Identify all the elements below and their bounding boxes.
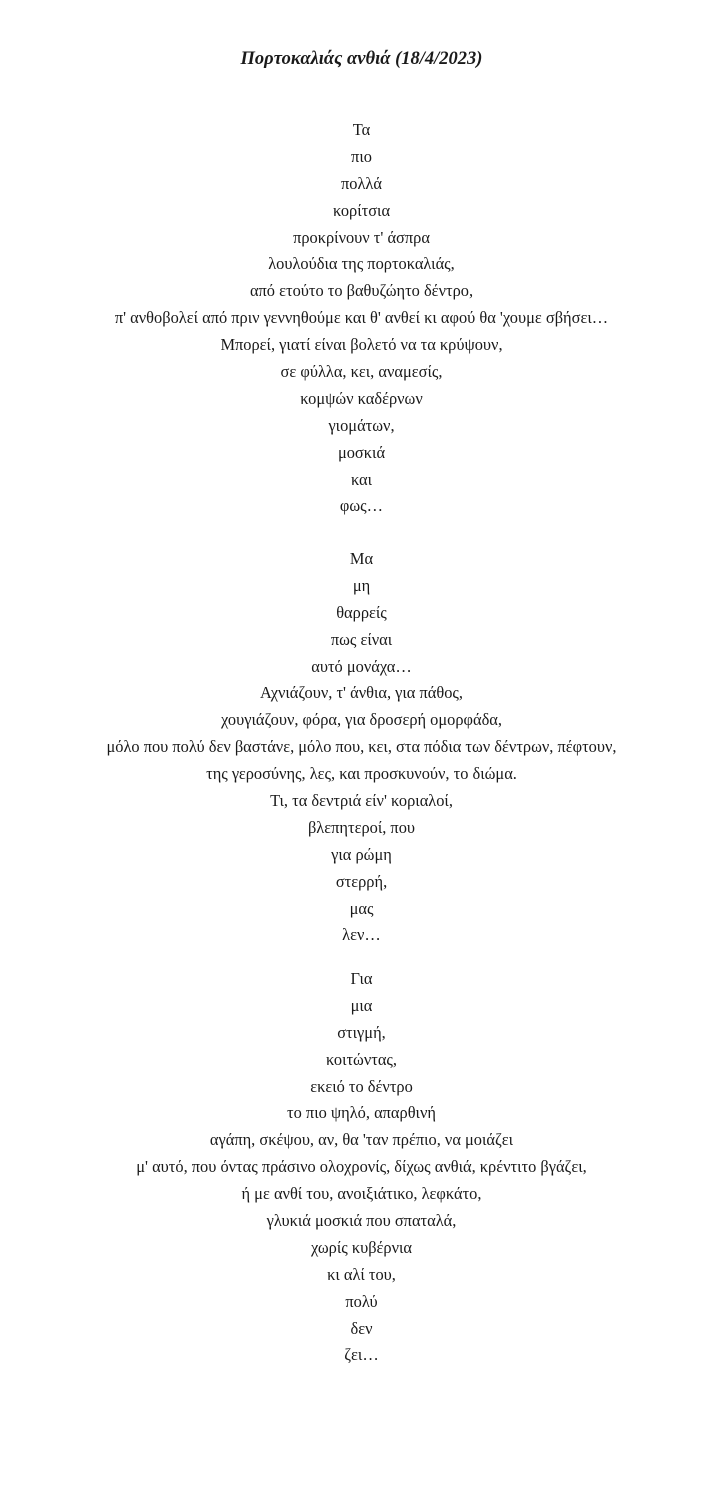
poem-line: σε φύλλα, κει, αναμεσίς, (280, 362, 443, 382)
poem-line: γλυκιά μοσκιά που σπαταλά, (266, 1211, 457, 1231)
poem-line: πιο (351, 146, 372, 166)
poem-line: για ρώμη (331, 844, 392, 864)
poem-line: βλεπητεροί, που (307, 817, 416, 837)
poem-line: λεν… (342, 925, 381, 945)
poem-line: λουλούδια της πορτοκαλιάς, (268, 254, 455, 274)
poem-line: στιγμή, (337, 1022, 386, 1042)
poem-line: κορίτσια (332, 200, 391, 220)
poem-line: ή με ανθί του, ανοιξιάτικο, λεφκάτο, (241, 1184, 482, 1204)
poem-line: Αχνιάζουν, τ' άνθια, για πάθος, (259, 683, 463, 703)
poem-line: κι αλί του, (327, 1264, 396, 1284)
poem-line: κομψών καδέρνων (300, 388, 423, 408)
poem-line: Τα (352, 120, 371, 139)
poem-line: προκρίνουν τ' άσπρα (293, 227, 430, 247)
poem-line: μη (352, 575, 371, 595)
poem-line: π' ανθοβολεί από πριν γεννηθούμε και θ' ανθεί κι αφού θα 'χουμε σβήσει… (114, 308, 609, 328)
poem-line: πως είναι (330, 629, 393, 649)
poem-line: μ' αυτό, που όντας πράσινο ολοχρονίς, δίχως ανθιά, κρέντιτο βγάζει, (136, 1157, 587, 1177)
poem-line: κοιτώντας, (325, 1049, 398, 1069)
stanza-3 (0, 966, 723, 1369)
poem-line: πολύ (345, 1291, 378, 1311)
poem-line: μια (350, 995, 373, 1015)
poem-line: αυτό μονάχα… (311, 656, 412, 676)
poem-line: αγάπη, σκέψου, αν, θα 'ταν πρέπιο, να μοιάζει (209, 1130, 514, 1150)
poem-line: χουγιάζουν, φόρα, για δροσερή ομορφάδα, (221, 710, 502, 730)
poem-line: στερρή, (335, 871, 388, 891)
poem-line: Μα (349, 549, 374, 568)
poem-line: μόλο που πολύ δεν βαστάνε, μόλο που, κει, στα πόδια των δέντρων, πέφτουν, (106, 737, 617, 757)
poem-line: εκειό το δέντρο (310, 1076, 413, 1096)
poem-title: Πορτοκαλιάς ανθιά (18/4/2023) (240, 49, 483, 69)
stanza-2 (0, 546, 723, 949)
poem-line: ζει… (344, 1345, 379, 1365)
poem-line: της γεροσύνης, λες, και προσκυνούν, το διώμα. (206, 764, 517, 784)
poem-line: και (350, 469, 373, 489)
poem-line: φως… (339, 496, 384, 516)
poem-line: από ετούτο το βαθυζώητο δέντρο, (249, 281, 474, 301)
poem-line: Τι, τα δεντριά είν' κοριαλοί, (270, 791, 453, 811)
poem-line: χωρίς κυβέρνια (310, 1237, 413, 1257)
poem-line: γιομάτων, (328, 415, 395, 435)
stanza-1 (0, 117, 723, 520)
poem-line: Μπορεί, γιατί είναι βολετό να τα κρύψουν, (220, 335, 503, 355)
poem-line: θαρρείς (336, 602, 387, 622)
poem-line: Για (350, 969, 373, 988)
poem-line: μας (349, 898, 374, 918)
poem-line: δεν (350, 1318, 373, 1338)
poem-line: μοσκιά (337, 442, 386, 462)
poem-line: πολλά (341, 173, 382, 193)
poem-line: το πιο ψηλό, απαρθινή (287, 1103, 436, 1123)
